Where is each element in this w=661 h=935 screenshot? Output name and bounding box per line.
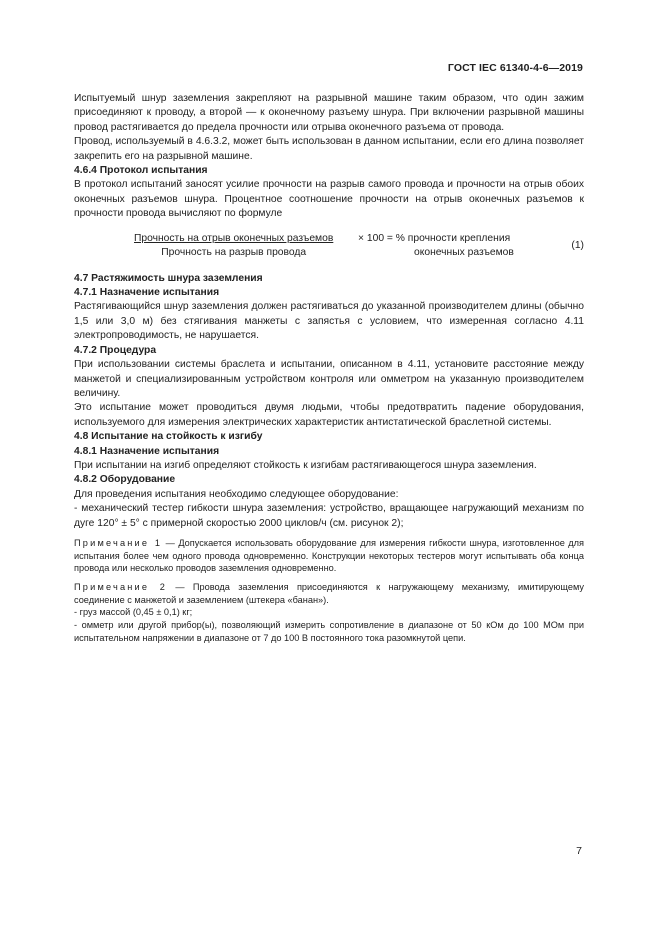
paragraph: В протокол испытаний заносят усилие прочности на разрыв самого провода и прочности на отрыв обоих оконечных разъемов шнура. Процентное соотношение прочности на отрыв оконечных разъемов к прочности провода вычисляют по формуле bbox=[74, 179, 584, 220]
note-1-text: — Допускается использовать оборудование для измерения гибкости шнура, изготовленное для испытания более чем одного провода одновременно. Конструкции некоторых тестеров могут испытывать оба конца провода или несколько проводов заземления одновременно. bbox=[74, 537, 584, 574]
page-content bbox=[74, 92, 584, 645]
paragraph: Растягивающийся шнур заземления должен растягиваться до указанной производителем длины (обычно 1,5 или 3,0 м) без стягивания манжеты с запястья с условием, что измеренная согласно 4.11 электропроводимость, не нарушается. bbox=[74, 301, 584, 342]
note-1 bbox=[74, 537, 584, 575]
formula-block bbox=[74, 232, 584, 266]
section-heading-4-6-4: 4.6.4 Протокол испытания bbox=[74, 165, 208, 177]
section-heading-4-8-2: 4.8.2 Оборудование bbox=[74, 474, 176, 486]
list-item: - механический тестер гибкости шнура заземления: устройство, вращающее нагружающий механизм по дуге 120° ± 5° с примерной скоростью 2000 циклов/ч (см. рисунок 2); bbox=[74, 503, 584, 529]
standard-header: ГОСТ IEC 61340-4-6—2019 bbox=[447, 62, 583, 74]
formula-denominator: Прочность на разрыв провода bbox=[161, 247, 307, 259]
list-item: - груз массой (0,45 ± 0,1) кг; bbox=[74, 607, 193, 618]
paragraph: При испытании на изгиб определяют стойкость к изгибам растягивающегося шнура заземления. bbox=[74, 459, 537, 471]
page-number: 7 bbox=[576, 845, 582, 857]
formula-result-line2: оконечных разъемов bbox=[414, 246, 514, 258]
list-item: - омметр или другой прибор(ы), позволяющий измерить сопротивление в диапазоне от 50 кОм до 100 МОм при испытательном напряжении в диапазоне от 7 до 100 В постоянного тока разомкнутой цепи. bbox=[74, 620, 584, 643]
formula-fraction bbox=[134, 232, 333, 261]
paragraph: Для проведения испытания необходимо следующее оборудование: bbox=[74, 488, 399, 500]
section-heading-4-8: 4.8 Испытание на стойкость к изгибу bbox=[74, 431, 263, 443]
formula-numerator: Прочность на отрыв оконечных разъемов bbox=[134, 232, 334, 244]
section-heading-4-7-2: 4.7.2 Процедура bbox=[74, 344, 157, 356]
formula-operator: × 100 = % прочности крепления bbox=[358, 232, 511, 244]
section-heading-4-7: 4.7 Растяжимость шнура заземления bbox=[74, 272, 263, 284]
note-2-text: — Провода заземления присоединяются к нагружающему механизму, имитирующему соединение с манжетой и заземлением (штекера «банан»). bbox=[74, 582, 584, 605]
note-2-label: Примечание 2 bbox=[74, 582, 168, 593]
note-1-label: Примечание 1 bbox=[74, 537, 163, 548]
paragraph: Испытуемый шнур заземления закрепляют на разрывной машине таким образом, что один зажим присоединяют к проводу, а второй — к оконечному разъему шнура. При включении разрывной машины провод растягивается до предела прочности или отрыва оконечного разъема от провода. bbox=[74, 93, 584, 133]
formula-number: (1) bbox=[571, 239, 584, 251]
paragraph: При использовании системы браслета и испытании, описанном в 4.11, установите расстояние между манжетой и специализированным устройством контроля или омметром на указанную производителем величину. bbox=[74, 359, 584, 399]
section-heading-4-8-1: 4.8.1 Назначение испытания bbox=[74, 445, 220, 457]
section-heading-4-7-1: 4.7.1 Назначение испытания bbox=[74, 287, 220, 299]
paragraph: Это испытание может проводиться двумя людьми, чтобы предотвратить падение оборудования, используемого для измерения электрических характеристик антистатической браслетной системы. bbox=[74, 402, 584, 428]
paragraph: Провод, используемый в 4.6.3.2, может быть использован в данном испытании, если его длина позволяет закрепить его на разрывной машине. bbox=[74, 136, 584, 162]
note-2 bbox=[74, 581, 584, 606]
